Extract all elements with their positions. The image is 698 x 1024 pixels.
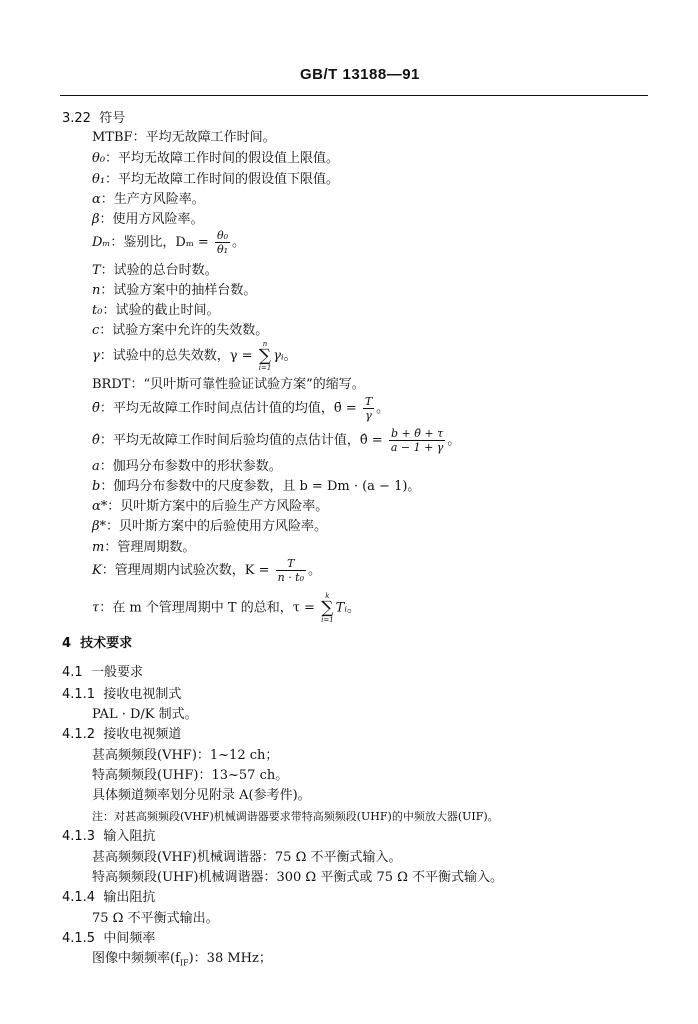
symbol-item-gamma: γ：试验中的总失效数，γ = n ∑ i=1 γᵢ。 <box>92 340 297 372</box>
symbol-item-a: a：伽玛分布参数中的形状参数。 <box>92 459 282 474</box>
section-4-1-3-line-vhf: 甚高频频段(VHF)机械调谐器：75 Ω 不平衡式输入。 <box>92 850 402 865</box>
section-3-22-heading <box>62 111 125 127</box>
section-4-1-1-heading: 4.1.1 接收电视制式 <box>62 687 182 702</box>
section-4-1-heading: 4.1 一般要求 <box>62 665 143 680</box>
symbol-item-alpha: α：生产方风险率。 <box>92 192 205 207</box>
symbol-item-k: K：管理周期内试验次数，K = $\frac{T}{\text{n · t₀}}$ 。 <box>92 557 322 584</box>
symbol-item-beta: β：使用方风险率。 <box>92 212 204 227</box>
symbol-item-dm: Dₘ：鉴别比，Dₘ = $\frac{\text{θ₀}}{\text{θ₁}}$ 。 <box>92 229 246 256</box>
symbol-item-b: b：伽玛分布参数中的尺度参数，且 b = Dm · (a − 1)。 <box>92 479 421 494</box>
section-4-1-4-heading: 4.1.4 输出阻抗 <box>62 890 156 905</box>
section-title: 符号 <box>99 111 126 126</box>
symbol-item-theta0: θ₀：平均无故障工作时间的假设值上限值。 <box>92 151 340 166</box>
symbol-item-theta-bar: θ̄：平均无故障工作时间点估计值的均值，θ̄ = $\frac{T}{\gamma}$ 。 <box>92 395 390 422</box>
symbol-item-alpha-star: α*：贝叶斯方案中的后验生产方风险率。 <box>92 499 329 514</box>
symbol-item-theta-hat: θ̂：平均无故障工作时间后验均值的点估计值，θ̂ = $\frac{b + \thetā + \tau}{a - 1 + \gamma}$ 。 <box>92 427 461 454</box>
section-4-1-2-line-appendix: 具体频道频率划分见附录 A(参考件)。 <box>92 788 311 803</box>
header-rule <box>60 95 648 96</box>
section-4-heading: 4 技术要求 <box>62 636 133 651</box>
fraction-theta-bar: $\frac{T}{\gamma}$ <box>364 395 373 422</box>
symbol-item-mtbf: MTBF：平均无故障工作时间。 <box>92 130 276 145</box>
symbol-item-t0: t₀：试验的截止时间。 <box>92 303 220 318</box>
document-header: GB/T 13188—91 <box>300 66 420 83</box>
symbol-item-tau: τ：在 m 个管理周期中 T 的总和，τ = k ∑ i=1 Tᵢ。 <box>92 592 360 624</box>
symbol-item-n: n：试验方案中的抽样台数。 <box>92 283 257 298</box>
section-4-1-3-line-uhf: 特高频频段(UHF)机械调谐器：300 Ω 平衡式或 75 Ω 不平衡式输入。 <box>92 870 504 885</box>
section-4-1-5-heading: 4.1.5 中间频率 <box>62 931 156 946</box>
symbol-item-theta1: θ₁：平均无故障工作时间的假设值下限值。 <box>92 172 340 187</box>
section-4-1-2-heading: 4.1.2 接收电视频道 <box>62 727 182 742</box>
section-number: 3.22 <box>62 111 91 126</box>
symbol-item-beta-star: β*：贝叶斯方案中的后验使用方风险率。 <box>92 519 328 534</box>
symbol-item-m: m：管理周期数。 <box>92 540 196 555</box>
summation-gamma: n ∑ i=1 <box>258 340 272 372</box>
section-4-1-3-heading: 4.1.3 输入阻抗 <box>62 829 156 844</box>
section-4-1-2-line-vhf: 甚高频频段(VHF)：1~12 ch； <box>92 748 279 763</box>
symbol-item-c: c：试验方案中允许的失效数。 <box>92 323 269 338</box>
section-4-1-1-body: PAL · D/K 制式。 <box>92 707 198 722</box>
fraction-dm: $\frac{\text{θ₀}}{\text{θ₁}}$ <box>216 229 229 256</box>
summation-tau: k ∑ i=1 <box>321 592 334 624</box>
section-4-1-2-note: 注：对甚高频频段(VHF)机械调谐器要求带特高频频段(UHF)的中频放大器(UIF)。 <box>92 810 499 823</box>
symbol-item-t: T：试验的总台时数。 <box>92 263 218 278</box>
section-4-1-4-body: 75 Ω 不平衡式输出。 <box>92 911 219 926</box>
fraction-theta-hat: $\frac{b + \thetā + \tau}{a - 1 + \gamma}$ <box>390 427 444 454</box>
fraction-k: $\frac{T}{\text{n · t₀}}$ <box>277 557 305 584</box>
section-4-1-5-body: 图像中频频率$(f_{IF})$：38 MHz； <box>92 951 272 968</box>
symbol-item-brdt: BRDT：“贝叶斯可靠性验证试验方案”的缩写。 <box>92 377 365 392</box>
section-4-1-2-line-uhf: 特高频频段(UHF)：13~57 ch。 <box>92 768 289 783</box>
